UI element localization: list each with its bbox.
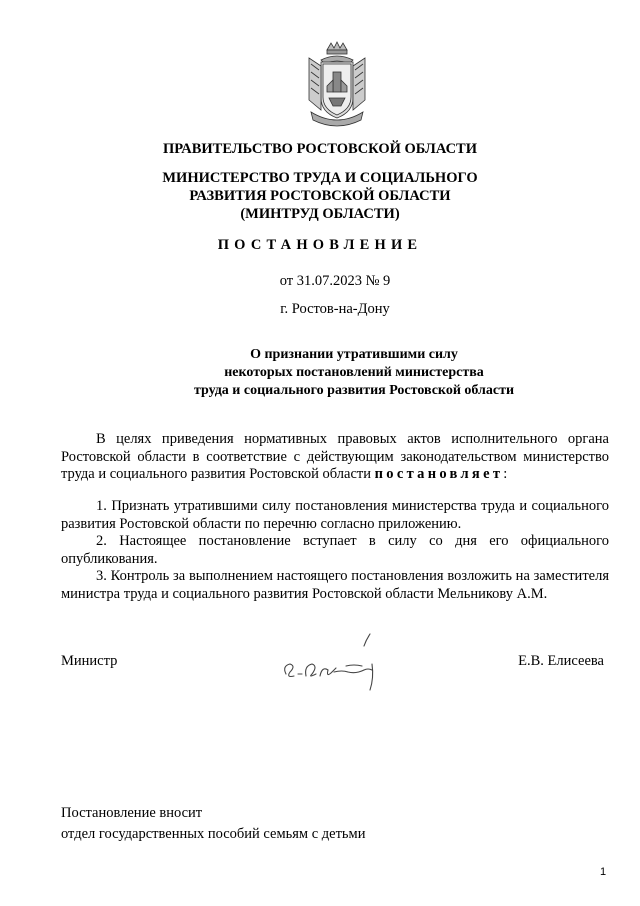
document-type: ПОСТАНОВЛЕНИЕ xyxy=(217,237,423,253)
ministry-title xyxy=(0,169,640,223)
signer-name: Е.В. Елисеева xyxy=(518,653,604,669)
ministry-title-line: (МИНТРУД ОБЛАСТИ) xyxy=(240,206,400,222)
subject-line: некоторых постановлений министерства xyxy=(224,365,484,380)
footer-line: Постановление вносит xyxy=(61,805,203,821)
decree-word: постановляет xyxy=(374,466,504,483)
subject-line: труда и социального развития Ростовской области xyxy=(193,383,515,398)
ministry-title-line: РАЗВИТИЯ РОСТОВСКОЙ ОБЛАСТИ xyxy=(189,188,451,204)
handwritten-signature xyxy=(276,630,386,696)
decree-item-3: 3. Контроль за выполнением настоящего постановления возложить на заместителя министра труда и социального развития Ростовской области Мельникову А.М. xyxy=(61,568,609,602)
decree-colon: : xyxy=(503,466,508,483)
government-title: ПРАВИТЕЛЬСТВО РОСТОВСКОЙ ОБЛАСТИ xyxy=(162,141,477,157)
subject-line: О признании утратившими силу xyxy=(250,347,458,362)
footer-note xyxy=(61,803,365,845)
page-number: 1 xyxy=(600,866,607,878)
preamble-text: В целях приведения нормативных правовых актов исполнительного органа Ростовской области в соответствие с действующим законодательством министерство труда и социального развития Ростовской области xyxy=(61,431,609,483)
coat-of-arms-icon xyxy=(301,40,373,128)
footer-line: отдел государственных пособий семьям с детьми xyxy=(61,826,366,842)
decree-item-2: 2. Настоящее постановление вступает в силу со дня его официального опубликования. xyxy=(61,533,609,567)
decree-item-1: 1. Признать утратившими силу постановления министерства труда и социального развития Ростовской области по перечню согласно приложению. xyxy=(61,498,609,532)
ministry-title-line: МИНИСТЕРСТВО ТРУДА И СОЦИАЛЬНОГО xyxy=(162,170,478,186)
document-date-number: от 31.07.2023 № 9 xyxy=(279,273,391,289)
document-city: г. Ростов-на-Дону xyxy=(280,301,390,317)
document-subject xyxy=(34,346,640,400)
preamble-paragraph xyxy=(61,431,609,484)
signer-role: Министр xyxy=(61,653,118,669)
